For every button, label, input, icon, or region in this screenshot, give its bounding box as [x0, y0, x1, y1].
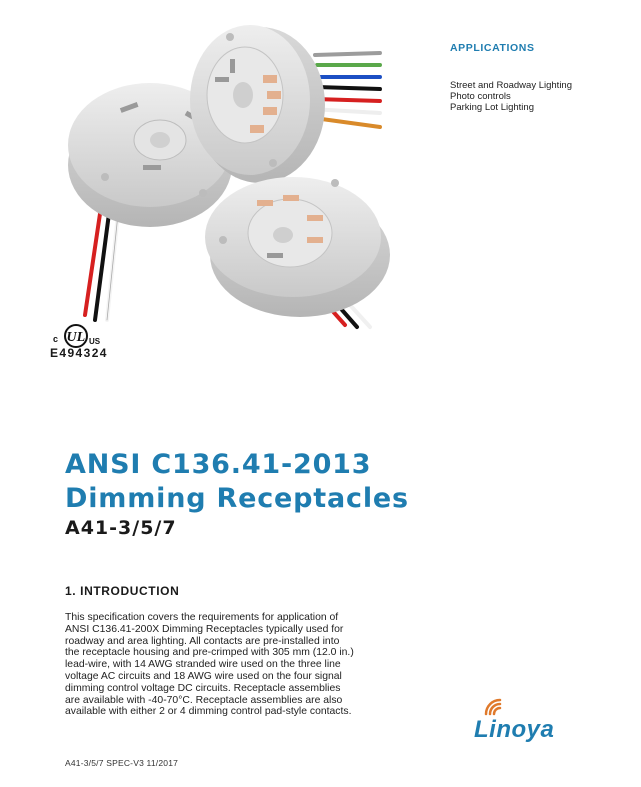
intro-line: are available with -40-70°C. Receptacle assemblies are also [65, 694, 343, 706]
applications-list [450, 80, 572, 113]
svg-text:UL: UL [66, 330, 86, 345]
intro-line: lead-wire, with 14 AWG stranded wire used on the three line [65, 659, 341, 671]
svg-text:US: US [89, 337, 101, 346]
introduction-text [65, 612, 405, 718]
brand-logo-text: Linoya [474, 716, 555, 743]
certification-number: E494324 [50, 346, 108, 360]
title-line-1: ANSI C136.41-2013 [65, 449, 372, 480]
application-item: Photo controls [450, 91, 511, 102]
model-number: A41-3/5/7 [65, 517, 177, 539]
document-code: A41-3/5/7 SPEC-V3 11/2017 [65, 758, 179, 768]
product-photo [45, 15, 390, 330]
introduction-heading: 1. INTRODUCTION [65, 584, 180, 598]
intro-line: ANSI C136.41-200X Dimming Receptacles typically used for [65, 623, 344, 635]
intro-line: roadway and area lighting. All contacts are pre-installed into [65, 635, 340, 647]
document-title [65, 448, 409, 516]
intro-line: This specification covers the requirements for application of [65, 612, 339, 623]
title-line-2: Dimming Receptacles [65, 483, 409, 514]
svg-text:c: c [53, 334, 59, 344]
applications-heading: APPLICATIONS [450, 42, 535, 54]
intro-line: dimming control voltage DC circuits. Receptacle assemblies [65, 682, 341, 694]
intro-line: available with either 2 or 4 dimming control pad-style contacts. [65, 706, 352, 718]
receptacle-bottom [205, 177, 390, 317]
application-item: Street and Roadway Lighting [450, 80, 572, 91]
application-item: Parking Lot Lighting [450, 102, 534, 113]
intro-line: the receptacle housing and pre-crimped with 305 mm (12.0 in.) [65, 647, 354, 659]
intro-line: voltage AC circuits and 18 AWG wire used on the four signal [65, 670, 342, 682]
